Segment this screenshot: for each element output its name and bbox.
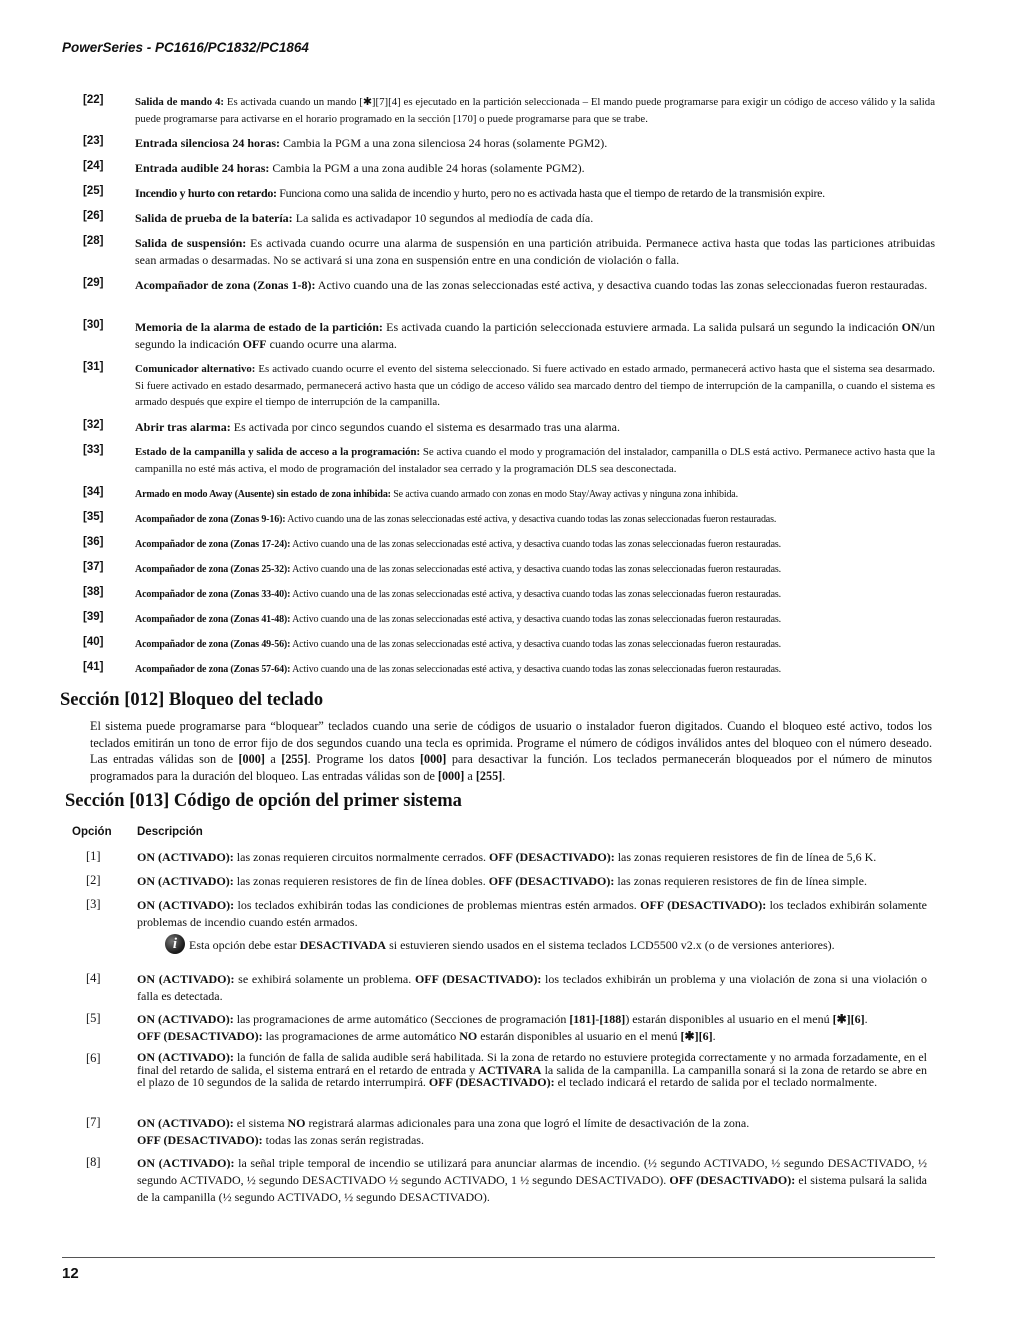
item-code: [33] <box>83 444 104 456</box>
item-description: Acompañador de zona (Zonas 33-40): Activo cuando una de las zonas seleccionadas esté activa, y desactiva cuando todas las zonas seleccionadas fueron restauradas. <box>135 589 782 600</box>
item-code: [35] <box>83 511 104 523</box>
item-code: [30] <box>83 319 104 331</box>
column-header-option: Opción <box>72 826 112 838</box>
item-code: [32] <box>83 419 104 431</box>
option-number: [4] <box>86 971 101 985</box>
item-code: [29] <box>83 277 104 289</box>
item-code: [36] <box>83 536 104 548</box>
item-description: Acompañador de zona (Zonas 17-24): Activo cuando una de las zonas seleccionadas esté activa, y desactiva cuando todas las zonas seleccionadas fueron restauradas. <box>135 539 782 550</box>
option-number: [6] <box>86 1051 101 1065</box>
section-012-heading: Sección [012] Bloqueo del teclado <box>60 690 324 710</box>
item-code: [37] <box>83 561 104 573</box>
option-description: ON (ACTIVADO): las programaciones de arme automático (Secciones de programación [181]-[188]) estarán disponibles al usuario en el menú [✱][6]. OFF (DESACTIVADO): las programaciones de arme automático NO estarán disponibles al usuario en el menú [✱][6]. <box>137 1012 868 1043</box>
item-code: [23] <box>83 135 104 147</box>
option-number: [1] <box>86 849 101 863</box>
option-description: ON (ACTIVADO): la señal triple temporal de incendio se utilizará para anunciar alarmas de incendio. (½ segundo ACTIVADO, ½ segundo DESACTIVADO, ½ segundo ACTIVADO, ½ segundo DESACTIVADO ½ segundo ACTIVADO, 1 ½ segundo DESACTIVADO). OFF (DESACTIVADO): el sistema pulsará la salida de la campanilla (½ segundo ACTIVADO, ½ segundo DESACTIVADO). <box>137 1156 928 1204</box>
option-description: ON (ACTIVADO): los teclados exhibirán todas las condiciones de problemas mientras estén armados. OFF (DESACTIVADO): los teclados exhibirán solamente problemas de incendio cuando estén armados. <box>137 898 927 929</box>
footer-divider <box>62 1257 935 1258</box>
item-description: Acompañador de zona (Zonas 25-32): Activo cuando una de las zonas seleccionadas esté activa, y desactiva cuando todas las zonas seleccionadas fueron restauradas. <box>135 564 782 575</box>
item-code: [28] <box>83 235 104 247</box>
item-description: Acompañador de zona (Zonas 1-8): Activo cuando una de las zonas seleccionadas esté activa, y desactiva cuando todas las zonas seleccionadas fueron restauradas. <box>135 278 928 292</box>
item-code: [38] <box>83 586 104 598</box>
item-description: Acompañador de zona (Zonas 57-64): Activo cuando una de las zonas seleccionadas esté activa, y desactiva cuando todas las zonas seleccionadas fueron restauradas. <box>135 664 782 675</box>
item-description: Salida de prueba de la batería: La salida es activadapor 10 segundos al mediodía de cada día. <box>135 211 594 225</box>
info-icon: i <box>165 934 185 954</box>
option-description: ON (ACTIVADO): se exhibirá solamente un problema. OFF (DESACTIVADO): los teclados exhibirán un problema y una violación de zona si una violación o falla es detectada. <box>137 972 927 1003</box>
option-description: ON (ACTIVADO): la función de falla de salida audible será habilitada. Si la zona de retardo no estuviere protegida correctamente y no armada forzadamente, en el final del retardo de salida, el sistema entrará en el retardo de entrada y ACTIVARA la salida de la campanilla. La campanilla sonará si la zona de retardo se abre en el plazo de 10 segundos de la salida de retardo interrumpirá. OFF (DESACTIVADO): el teclado indicará el retardo de salida por el teclado normalmente. <box>137 1050 927 1090</box>
item-code: [31] <box>83 361 104 373</box>
item-code: [26] <box>83 210 104 222</box>
item-code: [24] <box>83 160 104 172</box>
option-number: [7] <box>86 1115 101 1129</box>
item-description: Estado de la campanilla y salida de acceso a la programación: Se activa cuando el modo y programación del instalador, campanilla o DLS está activo. Permanece activo hasta que la campanilla no esté más activa, el modo de programación del instalador sea cerrado y la programación DLS sea desconectada. <box>135 446 935 475</box>
item-code: [25] <box>83 185 104 197</box>
item-code: [39] <box>83 611 104 623</box>
item-description: Acompañador de zona (Zonas 9-16): Activo cuando una de las zonas seleccionadas esté activa, y desactiva cuando todas las zonas seleccionadas fueron restauradas. <box>135 514 777 525</box>
option-number: [8] <box>86 1155 101 1169</box>
item-description: Comunicador alternativo: Es activado cuando ocurre el evento del sistema seleccionado. Si fuere activado en estado armado, permanecerá activo hasta que el sistema sea desarmado. Si fuere activado en estado desarmado, permanecerá activo hasta que un código de acceso válido sea marcado dentro del tiempo de interrupción de la campanilla, o cuando el sistema es armado después que expire el tiempo de interrupción de la campanilla. <box>135 363 935 408</box>
item-description: Entrada audible 24 horas: Cambia la PGM a una zona audible 24 horas (solamente PGM2). <box>135 161 585 175</box>
item-code: [34] <box>83 486 104 498</box>
option-number: [3] <box>86 897 101 911</box>
option-number: [2] <box>86 873 101 887</box>
info-note: i Esta opción debe estar DESACTIVADA si estuvieren siendo usados en el sistema teclados LCD5500 v2.x (o de versiones anteriores). <box>165 936 935 956</box>
item-code: [22] <box>83 94 104 106</box>
option-description: ON (ACTIVADO): el sistema NO registrará alarmas adicionales para una zona que logró el límite de desactivación de la zona. OFF (DESACTIVADO): todas las zonas serán registradas. <box>137 1116 750 1147</box>
section-012-paragraph: El sistema puede programarse para “bloquear” teclados cuando una serie de códigos de usuario o instalador fueron digitados. Cuando el bloqueo esté activo, todos los teclados emitirán un tono de error fijo de dos segundos cuando una tecla es oprimida. Programe el número de códigos inválidos antes del bloqueo con el número deseado. Las entradas válidas son de [000] a [255]. Programe los datos [000] para desactivar la función. Los teclados permanecerán bloqueados por el número de minutos programados para la duración del bloqueo. Las entradas válidas son de [000] a [255]. <box>90 719 932 783</box>
item-description: Abrir tras alarma: Es activada por cinco segundos cuando el sistema es desarmado tras una alarma. <box>135 420 620 434</box>
option-number: [5] <box>86 1011 101 1025</box>
item-description: Armado en modo Away (Ausente) sin estado de zona inhibida: Se activa cuando armado con zonas en modo Stay/Away activas y ninguna zona inhibida. <box>135 489 738 500</box>
option-description: ON (ACTIVADO): las zonas requieren resistores de fin de línea dobles. OFF (DESACTIVADO): las zonas requieren resistores de fin de línea simple. <box>137 874 867 888</box>
option-description: ON (ACTIVADO): las zonas requieren circuitos normalmente cerrados. OFF (DESACTIVADO): las zonas requieren resistores de fin de línea de 5,6 K. <box>137 850 877 864</box>
item-description: Salida de mando 4: Es activada cuando un mando [✱][7][4] es ejecutado en la partición seleccionada – El mando puede programarse para exigir un código de acceso válido y la salida puede programarse para activarse en el horario programado en la sección [170] o puede programarse para que se trabe. <box>135 96 935 125</box>
item-description: Acompañador de zona (Zonas 41-48): Activo cuando una de las zonas seleccionadas esté activa, y desactiva cuando todas las zonas seleccionadas fueron restauradas. <box>135 614 782 625</box>
item-description: Memoria de la alarma de estado de la partición: Es activada cuando la partición seleccionada estuviere armada. La salida pulsará un segundo la indicación ON/un segundo la indicación OFF cuando ocurre una alarma. <box>135 320 935 351</box>
item-code: [40] <box>83 636 104 648</box>
page-header: PowerSeries - PC1616/PC1832/PC1864 <box>62 40 309 55</box>
page-number: 12 <box>62 1265 79 1282</box>
section-013-heading: Sección [013] Código de opción del primer sistema <box>65 791 462 811</box>
item-description: Acompañador de zona (Zonas 49-56): Activo cuando una de las zonas seleccionadas esté activa, y desactiva cuando todas las zonas seleccionadas fueron restauradas. <box>135 639 782 650</box>
column-header-description: Descripción <box>137 826 203 838</box>
item-description: Incendio y hurto con retardo: Funciona como una salida de incendio y hurto, pero no es activada hasta que el tiempo de retardo de la transmisión expire. <box>135 186 825 200</box>
item-description: Entrada silenciosa 24 horas: Cambia la PGM a una zona silenciosa 24 horas (solamente PGM2). <box>135 136 608 150</box>
item-code: [41] <box>83 661 104 673</box>
item-description: Salida de suspensión: Es activada cuando ocurre una alarma de suspensión en una partición atribuida. Permanece activa hasta que todas las particiones atribuidas sean armadas o desarmadas. No se activará si una zona en suspensión entre en una condición de violación o falla. <box>135 236 935 267</box>
